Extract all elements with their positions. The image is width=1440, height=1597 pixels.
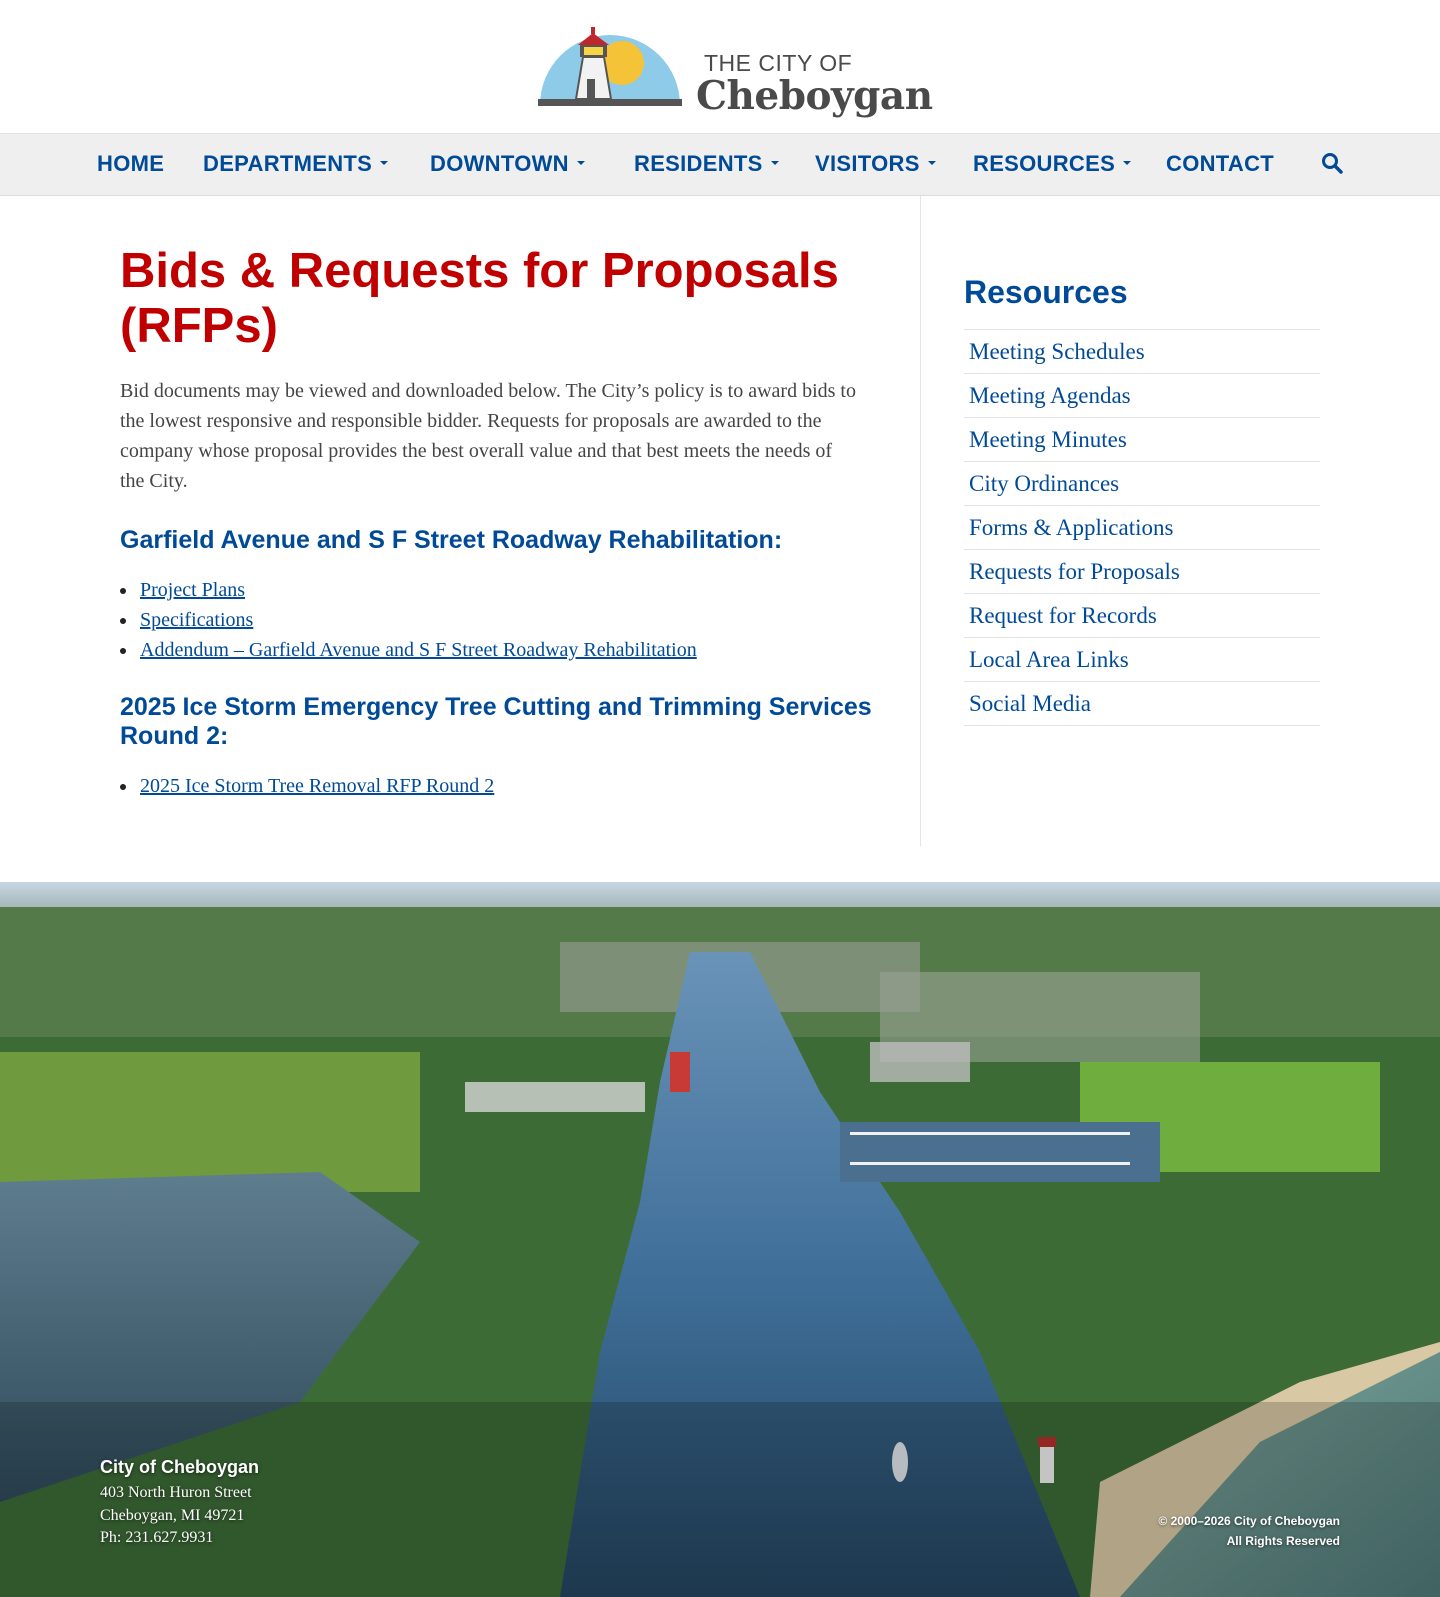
nav-visitors-label: VISITORS bbox=[815, 151, 920, 176]
list-item bbox=[140, 605, 890, 635]
site-header bbox=[0, 0, 1440, 133]
sidebar-item-local-area-links[interactable]: Local Area Links bbox=[964, 638, 1320, 682]
content-area bbox=[0, 196, 1440, 846]
caret-down-icon bbox=[928, 161, 936, 165]
sidebar-item-meeting-minutes[interactable]: Meeting Minutes bbox=[964, 418, 1320, 462]
section-heading-garfield: Garfield Avenue and S F Street Roadway Rehabilitation: bbox=[120, 526, 783, 554]
nav-residents-label: RESIDENTS bbox=[634, 151, 763, 176]
caret-down-icon bbox=[1123, 161, 1131, 165]
nav-home[interactable] bbox=[97, 151, 164, 177]
addendum-link[interactable]: Addendum – Garfield Avenue and S F Street Roadway Rehabilitation bbox=[140, 639, 697, 661]
caret-down-icon bbox=[577, 161, 585, 165]
nav-contact-label: CONTACT bbox=[1166, 151, 1275, 176]
nav-resources-label: RESOURCES bbox=[973, 151, 1116, 176]
search-icon bbox=[1320, 151, 1344, 175]
resources-sidebar bbox=[964, 274, 1320, 726]
list-item bbox=[140, 575, 890, 605]
footer-copyright: © 2000–2026 City of Cheboygan bbox=[1158, 1514, 1340, 1528]
lighthouse-icon bbox=[538, 17, 688, 121]
nav-downtown[interactable] bbox=[430, 151, 585, 177]
nav-departments[interactable] bbox=[203, 151, 388, 177]
intro-paragraph: Bid documents may be viewed and downloaded below. The City’s policy is to award bids to the lowest responsive and responsible bidder. Requests for proposals are awarded to the company whose proposal provides the best overall value and that best meets the needs of the City. bbox=[120, 380, 856, 492]
footer-address-street: 403 North Huron Street bbox=[100, 1484, 252, 1501]
sidebar-item-social-media[interactable]: Social Media bbox=[964, 682, 1320, 726]
nav-departments-label: DEPARTMENTS bbox=[203, 151, 373, 176]
nav-resources[interactable] bbox=[973, 151, 1131, 177]
column-divider bbox=[920, 196, 921, 846]
list-item bbox=[140, 635, 890, 665]
sidebar-list bbox=[964, 329, 1320, 726]
page-title: Bids & Requests for Proposals (RFPs) bbox=[120, 244, 839, 353]
sidebar-title: Resources bbox=[964, 274, 1128, 310]
caret-down-icon bbox=[380, 161, 388, 165]
footer-rights: All Rights Reserved bbox=[1226, 1534, 1340, 1548]
specifications-link[interactable]: Specifications bbox=[140, 609, 254, 631]
nav-visitors[interactable] bbox=[815, 151, 936, 177]
footer-phone: Ph: 231.627.9931 bbox=[100, 1529, 214, 1546]
sidebar-item-meeting-agendas[interactable]: Meeting Agendas bbox=[964, 374, 1320, 418]
footer-org-name: City of Cheboygan bbox=[100, 1457, 260, 1477]
section-heading-ice-storm: 2025 Ice Storm Emergency Tree Cutting and Trimming Services Round 2: bbox=[120, 693, 872, 750]
sidebar-item-meeting-schedules[interactable]: Meeting Schedules bbox=[964, 330, 1320, 374]
nav-contact[interactable] bbox=[1166, 151, 1274, 177]
sidebar-item-city-ordinances[interactable]: City Ordinances bbox=[964, 462, 1320, 506]
search-button[interactable] bbox=[1320, 151, 1348, 179]
project-plans-link[interactable]: Project Plans bbox=[140, 579, 245, 601]
caret-down-icon bbox=[771, 161, 779, 165]
main-nav bbox=[0, 133, 1440, 196]
ice-storm-link-list bbox=[140, 771, 890, 801]
nav-downtown-label: DOWNTOWN bbox=[430, 151, 569, 176]
sidebar-item-request-for-records[interactable]: Request for Records bbox=[964, 594, 1320, 638]
sidebar-item-forms-applications[interactable]: Forms & Applications bbox=[964, 506, 1320, 550]
nav-residents[interactable] bbox=[634, 151, 779, 177]
list-item bbox=[140, 771, 890, 801]
sidebar-item-requests-for-proposals[interactable]: Requests for Proposals bbox=[964, 550, 1320, 594]
logo-tagline: THE CITY OF bbox=[704, 50, 853, 76]
ice-storm-rfp-link[interactable]: 2025 Ice Storm Tree Removal RFP Round 2 bbox=[140, 775, 495, 797]
nav-home-label: HOME bbox=[97, 151, 165, 176]
footer-address-city: Cheboygan, MI 49721 bbox=[100, 1507, 245, 1524]
logo-wordmark: Cheboygan bbox=[696, 73, 933, 119]
site-footer bbox=[0, 882, 1440, 1597]
main-column bbox=[120, 244, 890, 801]
site-logo[interactable] bbox=[538, 17, 933, 121]
garfield-link-list bbox=[140, 575, 890, 665]
